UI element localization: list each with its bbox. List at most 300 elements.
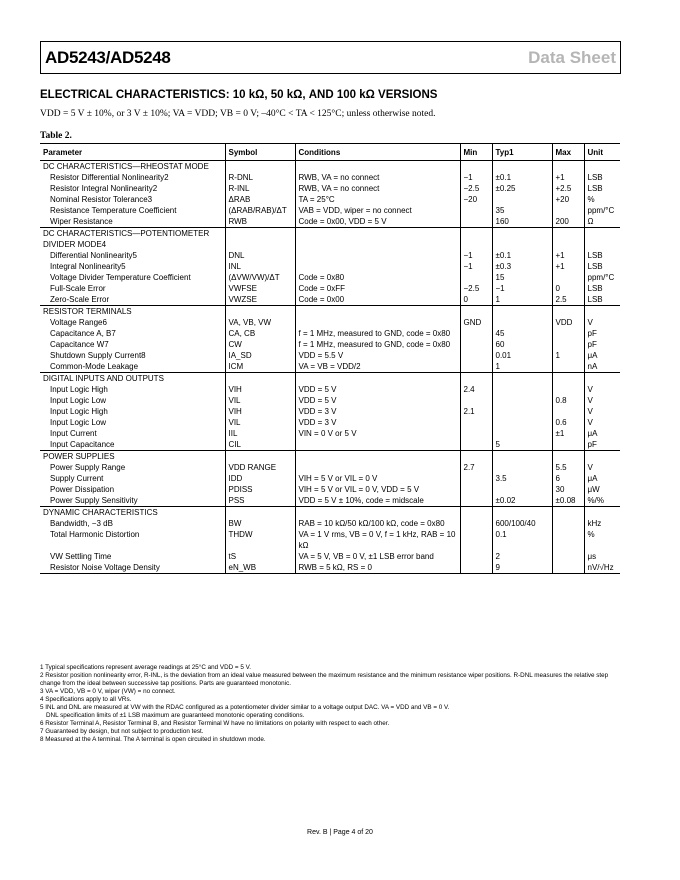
table-cell	[492, 194, 552, 205]
table-cell: kHz	[584, 518, 620, 529]
table-cell: f = 1 MHz, measured to GND, code = 0x80	[295, 339, 460, 350]
test-conditions: VDD = 5 V ± 10%, or 3 V ± 10%; VA = VDD; VB = 0 V; –40°C < TA < 125°C; unless otherwise noted.	[40, 109, 436, 119]
table-cell	[295, 306, 460, 318]
table-cell	[460, 428, 492, 439]
table-cell: Voltage Divider Temperature Coefficient	[50, 273, 191, 282]
table-row	[40, 250, 620, 261]
table-cell: ppm/°C	[584, 272, 620, 283]
table-cell	[225, 373, 295, 385]
table-cell	[552, 205, 584, 216]
table-row	[40, 562, 620, 574]
table-row	[40, 283, 620, 294]
table-cell	[460, 507, 492, 519]
table-cell: +1	[552, 172, 584, 183]
table-cell	[492, 228, 552, 251]
table-cell	[552, 406, 584, 417]
table-cell: PSS	[225, 495, 295, 507]
table-cell	[552, 562, 584, 574]
column-header: Min	[460, 144, 492, 161]
table-cell: tS	[225, 551, 295, 562]
table-cell	[552, 272, 584, 283]
table-row	[40, 551, 620, 562]
table-cell: LSB	[584, 261, 620, 272]
table-row	[40, 384, 620, 395]
table-category-row	[40, 228, 620, 251]
table-cell: 60	[492, 339, 552, 350]
table-row	[40, 294, 620, 306]
table-cell: VIH	[225, 406, 295, 417]
table-cell	[492, 317, 552, 328]
table-cell: VIN = 0 V or 5 V	[295, 428, 460, 439]
table-cell: VAB = VDD, wiper = no connect	[295, 205, 460, 216]
table-cell	[460, 306, 492, 318]
table-cell	[584, 451, 620, 463]
table-cell: R-INL	[225, 183, 295, 194]
table-row	[40, 495, 620, 507]
table-cell: (ΔRAB/RAB)/ΔT	[225, 205, 295, 216]
table-cell: LSB	[584, 294, 620, 306]
table-row	[40, 439, 620, 451]
footnote: 4 Specifications apply to all VRs.	[40, 696, 132, 703]
column-header: Conditions	[295, 144, 460, 161]
table-cell: +2.5	[552, 183, 584, 194]
table-cell: eN_WB	[225, 562, 295, 574]
table-cell: VIL	[225, 395, 295, 406]
table-cell	[552, 518, 584, 529]
category-label: POWER SUPPLIES	[40, 451, 225, 463]
table-cell	[584, 228, 620, 251]
category-label: DIGITAL INPUTS AND OUTPUTS	[40, 373, 225, 385]
table-cell	[460, 361, 492, 373]
table-cell	[492, 161, 552, 173]
table-cell: ±0.08	[552, 495, 584, 507]
table-cell	[460, 529, 492, 551]
table-cell	[225, 451, 295, 463]
table-row	[40, 406, 620, 417]
table-cell: Input Logic High	[50, 385, 108, 394]
table-cell: VIH = 5 V or VIL = 0 V, VDD = 5 V	[295, 484, 460, 495]
table-cell: Power Supply Range	[50, 463, 126, 472]
table-cell: Input Capacitance	[50, 440, 115, 449]
table-cell: 1	[492, 361, 552, 373]
table-cell	[552, 339, 584, 350]
table-cell	[295, 161, 460, 173]
table-cell: Code = 0xFF	[295, 283, 460, 294]
table-cell: 0.1	[492, 529, 552, 551]
table-cell	[295, 462, 460, 473]
table-cell	[552, 328, 584, 339]
footnotes	[40, 664, 620, 744]
table-cell: V	[584, 417, 620, 428]
table-cell: V	[584, 317, 620, 328]
table-cell: PDISS	[225, 484, 295, 495]
table-row	[40, 518, 620, 529]
table-cell: Ω	[584, 216, 620, 228]
table-cell: 1	[492, 294, 552, 306]
table-cell	[552, 529, 584, 551]
table-cell: −1	[460, 172, 492, 183]
table-cell	[460, 439, 492, 451]
column-header: Parameter	[40, 144, 225, 161]
table-cell: VDD = 5 V	[295, 395, 460, 406]
table-cell: 600/100/40	[492, 518, 552, 529]
table-row	[40, 205, 620, 216]
table-cell	[460, 495, 492, 507]
table-cell	[460, 473, 492, 484]
table-cell: LSB	[584, 172, 620, 183]
table-cell	[492, 462, 552, 473]
table-category-row	[40, 161, 620, 173]
table-cell: nA	[584, 361, 620, 373]
table-row	[40, 172, 620, 183]
table-cell: Code = 0x00, VDD = 5 V	[295, 216, 460, 228]
table-cell: Input Current	[50, 429, 97, 438]
table-cell: +20	[552, 194, 584, 205]
table-label: Table 2.	[40, 131, 72, 141]
table-cell: Input Logic Low	[50, 418, 107, 427]
table-cell	[295, 373, 460, 385]
table-cell: +1	[552, 250, 584, 261]
table-cell: 9	[492, 562, 552, 574]
table-cell	[460, 228, 492, 251]
table-cell: IA_SD	[225, 350, 295, 361]
table-cell: (ΔVW/VW)/ΔT	[225, 272, 295, 283]
table-cell: VDD	[552, 317, 584, 328]
table-cell	[295, 439, 460, 451]
table-cell: Integral Nonlinearity5	[50, 262, 126, 271]
table-cell	[295, 507, 460, 519]
table-row	[40, 317, 620, 328]
table-cell	[492, 406, 552, 417]
table-cell: Input Logic High	[50, 407, 108, 416]
table-cell: −20	[460, 194, 492, 205]
table-cell: VDD = 5.5 V	[295, 350, 460, 361]
document-type: Data Sheet	[528, 48, 616, 67]
table-cell: Resistor Integral Nonlinearity2	[50, 184, 158, 193]
table-cell	[460, 328, 492, 339]
table-cell: ±0.1	[492, 250, 552, 261]
table-cell: 160	[492, 216, 552, 228]
table-cell	[460, 562, 492, 574]
table-cell	[460, 350, 492, 361]
table-row	[40, 529, 620, 551]
footnote: 1 Typical specifications represent average readings at 25°C and VDD = 5 V.	[40, 664, 251, 671]
footnote: 3 VA = VDD, VB = 0 V, wiper (VW) = no connect.	[40, 688, 176, 695]
table-cell: VA = VB = VDD/2	[295, 361, 460, 373]
table-cell: μA	[584, 473, 620, 484]
table-row	[40, 261, 620, 272]
table-cell: 2.4	[460, 384, 492, 395]
table-cell	[584, 161, 620, 173]
table-row	[40, 328, 620, 339]
table-cell: −1	[460, 261, 492, 272]
column-header: Max	[552, 144, 584, 161]
table-cell: ±0.02	[492, 495, 552, 507]
table-cell: μW	[584, 484, 620, 495]
table-cell: 0	[460, 294, 492, 306]
table-cell: VA, VB, VW	[225, 317, 295, 328]
table-cell	[492, 484, 552, 495]
table-cell: VDD = 5 V	[295, 384, 460, 395]
footnote: DNL specification limits of ±1 LSB maximum are guaranteed monotonic operating conditions.	[46, 712, 305, 719]
table-cell: 1	[552, 350, 584, 361]
table-cell: Input Logic Low	[50, 396, 107, 405]
table-cell: ±1	[552, 428, 584, 439]
table-cell: GND	[460, 317, 492, 328]
table-cell: Supply Current	[50, 474, 104, 483]
table-cell	[460, 484, 492, 495]
table-cell: Nominal Resistor Tolerance3	[50, 195, 153, 204]
table-cell	[552, 551, 584, 562]
table-row	[40, 462, 620, 473]
table-cell: 15	[492, 272, 552, 283]
table-category-row	[40, 451, 620, 463]
table-cell: LSB	[584, 183, 620, 194]
table-cell	[295, 261, 460, 272]
table-cell	[552, 361, 584, 373]
table-cell	[584, 507, 620, 519]
column-header: Unit	[584, 144, 620, 161]
table-cell	[492, 395, 552, 406]
table-cell	[552, 373, 584, 385]
table-cell: CIL	[225, 439, 295, 451]
table-cell: 2.7	[460, 462, 492, 473]
table-cell: μA	[584, 428, 620, 439]
table-cell: Full-Scale Error	[50, 284, 106, 293]
table-cell	[295, 250, 460, 261]
table-cell: 3.5	[492, 473, 552, 484]
table-cell: nV/√Hz	[584, 562, 620, 574]
table-cell: 2.5	[552, 294, 584, 306]
table-cell: −1	[492, 283, 552, 294]
table-cell: Total Harmonic Distortion	[50, 530, 140, 539]
table-cell: Bandwidth, −3 dB	[50, 519, 113, 528]
table-cell: 5	[492, 439, 552, 451]
table-cell: VWFSE	[225, 283, 295, 294]
section-title: ELECTRICAL CHARACTERISTICS: 10 kΩ, 50 kΩ, AND 100 kΩ VERSIONS	[40, 89, 438, 101]
table-cell: ΔRAB	[225, 194, 295, 205]
table-cell	[492, 451, 552, 463]
table-cell: RWB, VA = no connect	[295, 172, 460, 183]
table-cell	[492, 417, 552, 428]
table-cell: VDD RANGE	[225, 462, 295, 473]
table-cell	[225, 161, 295, 173]
table-cell: Differential Nonlinearity5	[50, 251, 138, 260]
table-cell: Capacitance A, B7	[50, 329, 116, 338]
table-cell: TA = 25°C	[295, 194, 460, 205]
table-cell: INL	[225, 261, 295, 272]
table-cell: μs	[584, 551, 620, 562]
table-cell	[295, 228, 460, 251]
table-row	[40, 272, 620, 283]
table-cell	[492, 507, 552, 519]
table-cell: Shutdown Supply Current8	[50, 351, 146, 360]
table-cell: 0.8	[552, 395, 584, 406]
table-cell	[460, 518, 492, 529]
table-header-row	[40, 144, 620, 161]
table-cell: +1	[552, 261, 584, 272]
table-cell	[492, 428, 552, 439]
table-cell: f = 1 MHz, measured to GND, code = 0x80	[295, 328, 460, 339]
table-cell: Wiper Resistance	[50, 217, 113, 226]
table-row	[40, 473, 620, 484]
table-cell	[460, 272, 492, 283]
table-cell: IIL	[225, 428, 295, 439]
table-cell: Code = 0x80	[295, 272, 460, 283]
table-cell: %/%	[584, 495, 620, 507]
table-cell	[492, 306, 552, 318]
table-cell: VDD = 5 V ± 10%, code = midscale	[295, 495, 460, 507]
table-row	[40, 395, 620, 406]
table-cell: RWB = 5 kΩ, RS = 0	[295, 562, 460, 574]
table-cell: VDD = 3 V	[295, 406, 460, 417]
table-cell: 5.5	[552, 462, 584, 473]
footnote: 2 Resistor position nonlinearity error, R-INL, is the deviation from an ideal value measured between the maximum resistance and the minimum resistance wiper positions. R-DNL measures the relative step change from the ideal between successive tap positions. Parts are guaranteed monotonic.	[40, 672, 609, 687]
table-cell	[460, 417, 492, 428]
table-cell	[460, 216, 492, 228]
table-cell	[460, 161, 492, 173]
table-cell: Resistor Noise Voltage Density	[40, 562, 225, 574]
table-cell: Zero-Scale Error	[50, 295, 110, 304]
table-row	[40, 484, 620, 495]
table-cell	[552, 439, 584, 451]
table-cell	[460, 339, 492, 350]
table-cell: R-DNL	[225, 172, 295, 183]
table-cell: CA, CB	[225, 328, 295, 339]
table-category-row	[40, 507, 620, 519]
table-row	[40, 339, 620, 350]
table-cell	[460, 551, 492, 562]
footnote: 5 INL and DNL are measured at VW with the RDAC configured as a potentiometer divider similar to a voltage output DAC. VA = VDD and VB = 0 V.	[40, 704, 450, 711]
table-cell: ±0.1	[492, 172, 552, 183]
table-cell	[584, 373, 620, 385]
table-cell: LSB	[584, 250, 620, 261]
table-cell: 0	[552, 283, 584, 294]
table-cell: VWZSE	[225, 294, 295, 306]
table-cell: ±0.25	[492, 183, 552, 194]
table-category-row	[40, 306, 620, 318]
page-footer: Rev. B | Page 4 of 20	[307, 829, 373, 836]
table-cell: Capacitance W7	[50, 340, 109, 349]
table-cell: Voltage Range6	[50, 318, 107, 327]
table-cell	[225, 228, 295, 251]
table-cell: 45	[492, 328, 552, 339]
table-category-row	[40, 373, 620, 385]
table-cell: RWB	[225, 216, 295, 228]
table-cell: 6	[552, 473, 584, 484]
table-cell: VW Settling Time	[50, 552, 112, 561]
table-cell: −2.5	[460, 183, 492, 194]
table-cell: V	[584, 406, 620, 417]
column-header: Typ1	[492, 144, 552, 161]
category-label: DC CHARACTERISTICS—RHEOSTAT MODE	[40, 161, 225, 173]
table-cell: VA = 5 V, VB = 0 V, ±1 LSB error band	[295, 551, 460, 562]
table-row	[40, 350, 620, 361]
table-cell: Power Dissipation	[50, 485, 115, 494]
table-cell	[552, 384, 584, 395]
category-label: DYNAMIC CHARACTERISTICS	[40, 507, 225, 519]
table-cell: μA	[584, 350, 620, 361]
table-cell: 2.1	[460, 406, 492, 417]
table-cell	[492, 373, 552, 385]
table-cell: pF	[584, 439, 620, 451]
table-cell: VIL	[225, 417, 295, 428]
specifications-table	[40, 143, 620, 574]
table-cell: Common-Mode Leakage	[50, 362, 139, 371]
table-cell: CW	[225, 339, 295, 350]
table-cell: BW	[225, 518, 295, 529]
table-cell: Code = 0x00	[295, 294, 460, 306]
table-cell: DNL	[225, 250, 295, 261]
table-cell: RWB, VA = no connect	[295, 183, 460, 194]
table-cell: pF	[584, 328, 620, 339]
table-cell: 0.01	[492, 350, 552, 361]
table-cell: −2.5	[460, 283, 492, 294]
table-cell	[552, 451, 584, 463]
footnote: 8 Measured at the A terminal. The A terminal is open circuited in shutdown mode.	[40, 736, 266, 743]
table-cell: Resistance Temperature Coefficient	[50, 206, 177, 215]
table-body	[40, 161, 620, 574]
table-cell: −1	[460, 250, 492, 261]
footnote: 6 Resistor Terminal A, Resistor Terminal B, and Resistor Terminal W have no limitations on polarity with respect to each other.	[40, 720, 390, 727]
table-cell: ICM	[225, 361, 295, 373]
table-cell: V	[584, 462, 620, 473]
table-cell: THDW	[225, 529, 295, 551]
table-cell	[492, 384, 552, 395]
table-cell: ±0.3	[492, 261, 552, 272]
table-cell: V	[584, 384, 620, 395]
table-cell	[295, 451, 460, 463]
table-cell: VDD = 3 V	[295, 417, 460, 428]
table-cell	[552, 507, 584, 519]
table-cell	[460, 205, 492, 216]
table-cell: 30	[552, 484, 584, 495]
table-cell: VIH = 5 V or VIL = 0 V	[295, 473, 460, 484]
table-cell: 2	[492, 551, 552, 562]
category-label: RESISTOR TERMINALS	[40, 306, 225, 318]
table-cell	[552, 228, 584, 251]
table-row	[40, 216, 620, 228]
column-header: Symbol	[225, 144, 295, 161]
table-cell	[225, 507, 295, 519]
table-cell	[295, 317, 460, 328]
table-cell: Power Supply Sensitivity	[50, 496, 138, 505]
table-cell	[552, 161, 584, 173]
table-row	[40, 361, 620, 373]
part-number: AD5243/AD5248	[45, 48, 171, 67]
table-cell: LSB	[584, 283, 620, 294]
table-row	[40, 194, 620, 205]
table-cell	[225, 306, 295, 318]
footnote: 7 Guaranteed by design, but not subject to production test.	[40, 728, 204, 735]
page-header	[40, 41, 621, 74]
table-cell	[552, 306, 584, 318]
table-cell: Resistor Differential Nonlinearity2	[50, 173, 169, 182]
table-cell: VIH	[225, 384, 295, 395]
table-cell	[460, 373, 492, 385]
table-cell: V	[584, 395, 620, 406]
table-cell: %	[584, 529, 620, 551]
table-cell: pF	[584, 339, 620, 350]
table-cell: ppm/°C	[584, 205, 620, 216]
table-cell: 35	[492, 205, 552, 216]
table-row	[40, 183, 620, 194]
table-row	[40, 417, 620, 428]
table-cell: IDD	[225, 473, 295, 484]
table-cell	[460, 451, 492, 463]
table-row	[40, 428, 620, 439]
table-cell: %	[584, 194, 620, 205]
